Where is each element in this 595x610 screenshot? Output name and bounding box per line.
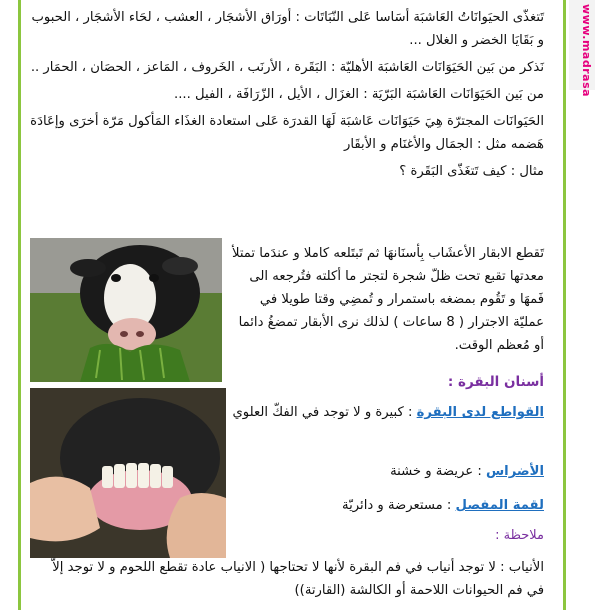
cow-eating-grass-image xyxy=(30,238,222,382)
note-label: ملاحظة : xyxy=(495,528,544,543)
cow-teeth-image xyxy=(30,388,226,558)
intro-paragraph: تَتغذّى الحيَوانَاتُ العَاشبَة أسَاسا عَلى النّبَاتَات : أورَاق الأشجَار ، العشب ، لحَاء الأشجَار ، الحبوب و بَقَايَا الخضر و الغلال ... xyxy=(31,10,544,48)
domestic-herbivores-paragraph: نَذكر من بَين الحَيَوَانَات العَاشبَة الأهليّة : البَقَرة ، الأرنَب ، الخَروف ، المَاعز ، الحصَان ، الحمَار .. xyxy=(30,60,544,75)
cow-teeth-heading: أسنان البقرة : xyxy=(447,374,544,390)
cow-feeding-description: تَقطع الابقار الأعشَاب بِأسنَانهَا ثم تَبتَلعه كاملا و عندَما تمتلأ معدتها تقبع تحت ظلّ شجرة لتجتر ما أكلته فتُرجعه الى فَمهَا و تَقُوم بمضغه باستمرار و تُمضِي وقتا طويلا في عمليّة الاجترار ( 8 ساعات ) لذلك نرى الأبقار تمضغُ دائما أو مُعظم الوقت. xyxy=(231,246,544,353)
incisors-description: : كبيرة و لا توجد في الفكّ العلوي xyxy=(232,405,413,420)
example-question: مثال : كيف تَتغَذّى البَقَرة ؟ xyxy=(399,164,544,179)
side-watermark-tab xyxy=(569,0,595,98)
site-url-watermark: www.madrasa xyxy=(580,4,593,98)
molars-description: : عريضة و خشنة xyxy=(390,464,482,479)
incisors-term: القواطع لدى البقرة xyxy=(416,405,544,420)
main-content xyxy=(24,6,544,187)
joint-term: لقمة المفصل xyxy=(455,498,544,513)
note-text: الأنياب : لا توجد أنياب في فم البقرة لأنها لا تحتاجها ( الانياب عادة تقطع اللحوم و لا توجد إلاّ في فم الحيوانات اللاحمة أو الكالشة (القارتة)) xyxy=(52,560,544,598)
incisors-line xyxy=(232,400,544,426)
molars-line xyxy=(232,460,544,484)
joint-line xyxy=(232,494,544,518)
wild-herbivores-paragraph: من بَين الحَيَوَانَات العَاشبَة البَرّيَة : الغزَال ، الأيل ، الزّرَافَة ، الفيل .... xyxy=(174,87,544,102)
molars-term: الأضراس xyxy=(485,464,544,479)
joint-description: : مستعرضة و دائريّة xyxy=(342,498,452,513)
ruminants-paragraph: الحَيَوانَات المجترّة هِيَ حَيَوَانَات عَاشبَة لَهَا القدرَة عَلى استعادة الغذَاء المَأكول مَرّة أخرَى وإعَادَة هَضمه مثل : الجمَال والأغنَام و الأبقَار xyxy=(30,114,544,152)
